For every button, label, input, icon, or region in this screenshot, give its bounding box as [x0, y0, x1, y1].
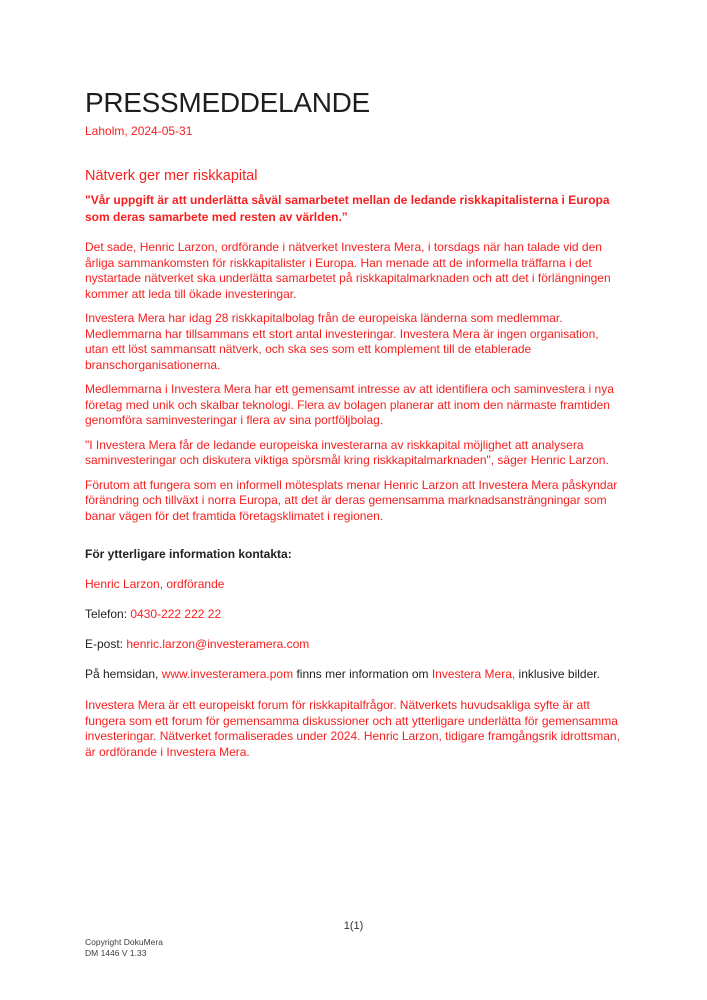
- contact-name: Henric Larzon, ordförande: [85, 577, 225, 591]
- closing-paragraph: Investera Mera är ett europeiskt forum för riskkapitalfrågor. Nätverkets huvudsakliga syfte är att fungera som ett forum för gemensamma diskussioner och att ytterligare underlätta för gemensamma investeringar. Nätverket formaliserades under 2024. Henric Larzon, tidigare framgångsrik idrottsman, är ordförande i Investera Mera.: [85, 698, 620, 759]
- body-paragraph: Medlemmarna i Investera Mera har ett gemensamt intresse av att identifiera och saminvestera i nya företag med unik och skalbar teknologi. Flera av bolagen planerar att inom den närmaste framtiden genomföra saminvesteringar i flera av sina portföljbolag.: [85, 382, 614, 427]
- footer-copyright: Copyright DokuMera: [85, 937, 163, 947]
- footer-doc-id: DM 1446 V 1.33: [85, 947, 147, 958]
- body-paragraph: Investera Mera har idag 28 riskkapitalbolag från de europeiska länderna som medlemmar. Medlemmarna har tillsammans ett stort antal investeringar. Investera Mera är ingen organisation, utan ett löst sammansatt nätverk, och ska ses som ett komplement till de etablerade branschorganisationerna.: [85, 311, 599, 372]
- body-paragraph: "I Investera Mera får de ledande europeiska investerarna av riskkapital möjlighet att analysera saminvesteringar och diskutera viktiga spörsmål kring riskkapitalmarknaden", säger Henric Larzon.: [85, 437, 609, 467]
- article-heading: Nätverk ger mer riskkapital: [85, 168, 258, 184]
- website-line-suffix: inklusive bilder.: [515, 667, 600, 681]
- dateline: Laholm, 2024-05-31: [85, 124, 193, 138]
- website-line: [85, 666, 621, 682]
- page-content: [85, 86, 621, 760]
- website-line-prefix: På hemsidan,: [85, 667, 162, 681]
- email-label: E-post:: [85, 637, 127, 651]
- contact-heading: För ytterligare information kontakta:: [85, 547, 292, 561]
- lead-quote: "Vår uppgift är att underlätta såväl samarbetet mellan de ledande riskkapitalisterna i Europa som deras samarbete med resten av världen.”: [85, 193, 610, 224]
- org-name-highlight: Investera Mera,: [431, 667, 516, 681]
- page-footer: [85, 937, 163, 958]
- website-url: www.investeramera.pom: [161, 667, 294, 681]
- email-address: henric.larzon@investeramera.com: [126, 637, 310, 651]
- page-number: 1(1): [343, 920, 364, 932]
- body-paragraph: Förutom att fungera som en informell mötesplats menar Henric Larzon att Investera Mera påskyndar förändring och tillväxt i norra Europa, att det är deras gemensamma marknadsansträngningar som banar vägen för det framtida företagsklimatet i regionen.: [85, 477, 618, 523]
- email-line: [85, 636, 621, 652]
- website-line-middle: finns mer information om: [293, 667, 432, 681]
- phone-label: Telefon:: [85, 607, 131, 621]
- page-title: PRESSMEDDELANDE: [85, 87, 370, 118]
- phone-line: [85, 606, 621, 622]
- phone-number: 0430-222 222 22: [130, 607, 222, 621]
- body-paragraph: Det sade, Henric Larzon, ordförande i nätverket Investera Mera, i torsdags när han talade vid den årliga sammankomsten för riskkapitalister i Europa. Han menade att de informella träffarna i det nystartade nätverket ska underlätta samarbetet på riskkapitalmarknaden och att det i förlängningen kommer att leda till ökade investeringar.: [85, 240, 611, 301]
